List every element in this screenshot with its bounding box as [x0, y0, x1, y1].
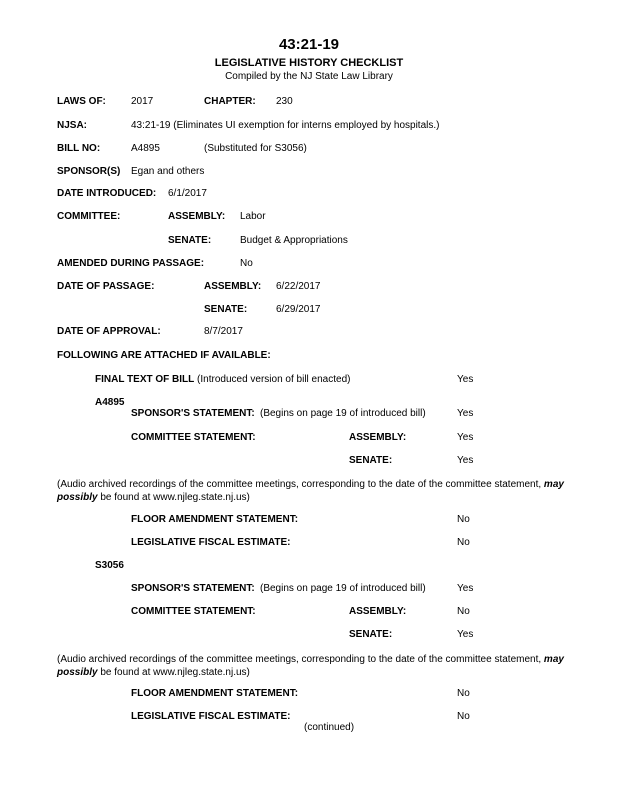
passage-assembly-label: ASSEMBLY:: [204, 281, 262, 292]
a4895-fiscal-label: LEGISLATIVE FISCAL ESTIMATE:: [131, 537, 291, 548]
sponsors-value: Egan and others: [131, 166, 205, 177]
sponsors-label: SPONSOR(S): [57, 166, 121, 177]
continued-note: (continued): [304, 722, 355, 733]
a4895-fiscal-value: No: [457, 537, 470, 548]
s3056-audio-note-emphasis: may possibly: [57, 654, 564, 678]
final-text-label-bold: FINAL TEXT OF BILL: [95, 374, 195, 385]
final-text-label-rest: (Introduced version of bill enacted): [194, 374, 351, 385]
a4895-audio-note-a: (Audio archived recordings of the committee meetings, corresponding to the date of the committee statement,: [57, 479, 544, 490]
s3056-sponsor-label: SPONSOR'S STATEMENT:: [131, 583, 255, 594]
a4895-senate-label: SENATE:: [349, 455, 393, 466]
s3056-assembly-value: No: [457, 606, 470, 617]
s3056-audio-note-a: (Audio archived recordings of the committee meetings, corresponding to the date of the committee statement,: [57, 654, 544, 665]
approval-label: DATE OF APPROVAL:: [57, 326, 161, 337]
committee-label: COMMITTEE:: [57, 211, 121, 222]
s3056-committee-label: COMMITTEE STATEMENT:: [131, 606, 256, 617]
s3056-heading: S3056: [95, 560, 124, 571]
s3056-senate-value: Yes: [457, 629, 474, 640]
a4895-senate-value: Yes: [457, 455, 474, 466]
final-text-value: Yes: [457, 374, 474, 385]
a4895-audio-note: [57, 478, 602, 504]
njsa-value: 43:21-19 (Eliminates UI exemption for interns employed by hospitals.): [131, 120, 440, 131]
date-introduced-value: 6/1/2017: [168, 188, 207, 199]
passage-senate-value: 6/29/2017: [276, 304, 321, 315]
s3056-floor-label: FLOOR AMENDMENT STATEMENT:: [131, 688, 299, 699]
following-label: FOLLOWING ARE ATTACHED IF AVAILABLE:: [57, 350, 271, 361]
s3056-senate-label: SENATE:: [349, 629, 393, 640]
passage-senate-label: SENATE:: [204, 304, 248, 315]
document-title: LEGISLATIVE HISTORY CHECKLIST: [214, 57, 404, 69]
s3056-audio-note-b: be found at www.njleg.state.nj.us): [97, 667, 250, 678]
substituted-note: (Substituted for S3056): [204, 143, 307, 154]
committee-assembly-value: Labor: [240, 211, 266, 222]
approval-value: 8/7/2017: [204, 326, 243, 337]
date-introduced-label: DATE INTRODUCED:: [57, 188, 157, 199]
document-number: 43:21-19: [278, 36, 340, 53]
amended-label: AMENDED DURING PASSAGE:: [57, 258, 205, 269]
njsa-label: NJSA:: [57, 120, 88, 131]
s3056-floor-value: No: [457, 688, 470, 699]
s3056-sponsor-value: Yes: [457, 583, 474, 594]
committee-senate-label: SENATE:: [168, 235, 212, 246]
committee-senate-value: Budget & Appropriations: [240, 235, 348, 246]
a4895-audio-note-b: be found at www.njleg.state.nj.us): [97, 492, 250, 503]
bill-no-value: A4895: [131, 143, 160, 154]
a4895-assembly-value: Yes: [457, 432, 474, 443]
laws-of-value: 2017: [131, 96, 154, 107]
chapter-label: CHAPTER:: [204, 96, 256, 107]
a4895-sponsor-note: (Begins on page 19 of introduced bill): [260, 408, 426, 419]
bill-no-label: BILL NO:: [57, 143, 101, 154]
passage-label: DATE OF PASSAGE:: [57, 281, 155, 292]
compiled-by: Compiled by the NJ State Law Library: [225, 71, 393, 82]
a4895-sponsor-value: Yes: [457, 408, 474, 419]
a4895-assembly-label: ASSEMBLY:: [349, 432, 407, 443]
a4895-audio-note-emphasis: may possibly: [57, 479, 564, 503]
s3056-assembly-label: ASSEMBLY:: [349, 606, 407, 617]
passage-assembly-value: 6/22/2017: [276, 281, 321, 292]
s3056-audio-note: [57, 653, 602, 679]
a4895-heading: A4895: [95, 397, 125, 408]
a4895-floor-label: FLOOR AMENDMENT STATEMENT:: [131, 514, 299, 525]
committee-assembly-label: ASSEMBLY:: [168, 211, 226, 222]
amended-value: No: [240, 258, 253, 269]
chapter-value: 230: [276, 96, 293, 107]
s3056-fiscal-label: LEGISLATIVE FISCAL ESTIMATE:: [131, 711, 291, 722]
laws-of-label: LAWS OF:: [57, 96, 106, 107]
s3056-fiscal-value: No: [457, 711, 470, 722]
s3056-sponsor-note: (Begins on page 19 of introduced bill): [260, 583, 426, 594]
a4895-floor-value: No: [457, 514, 470, 525]
final-text-label: [95, 374, 350, 385]
a4895-committee-label: COMMITTEE STATEMENT:: [131, 432, 256, 443]
a4895-sponsor-label: SPONSOR'S STATEMENT:: [131, 408, 255, 419]
